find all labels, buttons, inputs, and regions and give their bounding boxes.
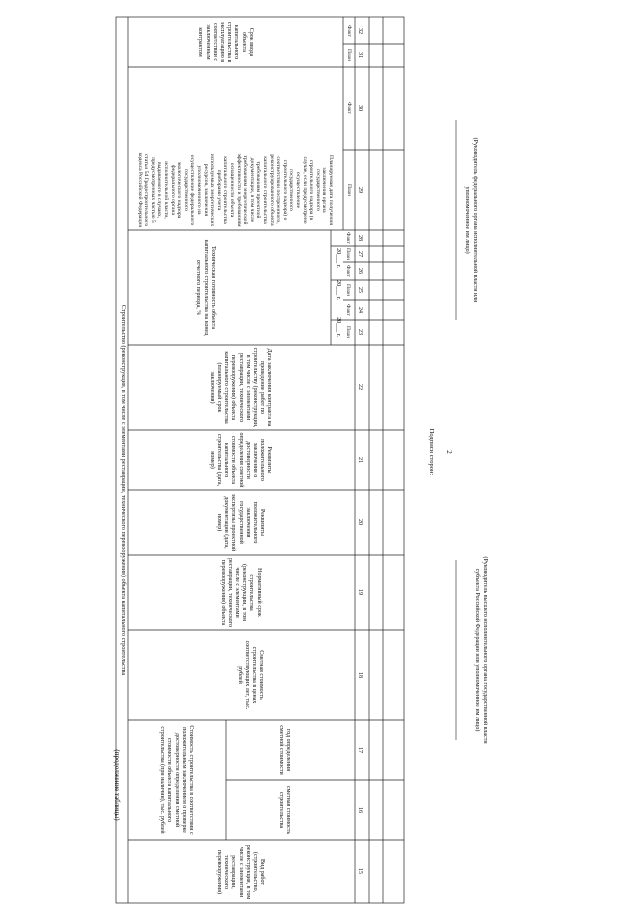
header-planned-date: Планируемая дата получения заключения органа государственного строительного надзора (в случае, если предусмотрено осуществление государственного строительного надзора) о соответствии построенного, реконструированного объекта капитального строительства требованиям проектной документации, в том числе требованиям энергетической эффективности и требованиям оснащенности объекта капитального строительства приборами учета используемых энергетических ресурсов, заключения уполномоченного на осуществление федерального государственного экологического надзора федерального органа исполнительной власти, выдаваемого в случаях, предусмотренных частью 5 статьи 54 Градостроительного кодекса Российской Федерации	[136, 152, 334, 228]
column-number: 16	[357, 807, 363, 813]
header-cost-estimated: сметная стоимость строительства	[278, 785, 292, 835]
column-number: 24	[357, 307, 363, 313]
signature-caption-right: (Руководитель федерального органа исполнительной власти или уполномоченное им лицо)	[464, 137, 478, 303]
column-number: 30	[357, 105, 363, 111]
header-contract-date: Дата заключения контракта на проведение работ по строительству (реконструкции, в том числе с элементами реставрации, технического перевооружения) объекта капитального строительства (планируемый срок заключения)	[208, 347, 273, 428]
header-commission: Срок ввода объекта капитального строительства в эксплуатацию в соответствии с заключенным контрактом	[197, 21, 254, 63]
header-plan-25: План	[345, 283, 351, 297]
signature-caption-left: (Руководитель высшего исполнительного органа государственной власти субъекта Российской Федерации или уполномоченное им лицо)	[474, 556, 488, 744]
column-number: 25	[357, 287, 363, 293]
header-expertise: Реквизиты положительного заключения государственной экспертизы проектной документации (дата, номер)	[216, 493, 266, 552]
header-cost-group: Стоимость строительства в соответствии с положительным заключением о проверке достоверности определения сметной стоимости объекта капитального строительства (при наличии), тыс. рублей	[159, 725, 195, 835]
column-number: 18	[357, 672, 363, 678]
table-group-header: Строительство (реконструкция, в том числе с элементами реставрации, технического перевооружения) объекта капитального строительства	[120, 304, 127, 676]
column-number: 29	[357, 187, 363, 193]
header-cost-year: год определения сметной стоимости	[278, 725, 292, 775]
header-plan-29: План	[346, 183, 352, 197]
column-number: 28	[357, 235, 363, 241]
column-number: 23	[357, 329, 363, 335]
column-number: 22	[357, 384, 363, 390]
header-plan-31: План	[346, 48, 352, 62]
column-number: 19	[357, 589, 363, 595]
header-plan-23: План	[345, 325, 351, 339]
header-fact-32: Факт	[346, 25, 352, 37]
column-number: 31	[357, 52, 363, 58]
header-cost-current: Сметная стоимость строительства в ценах соответствующих лет, тыс. рублей	[236, 640, 265, 710]
header-tech-readiness: Техническая готовность объекта капитального строительства на конец отчетного периода, %	[195, 239, 216, 336]
header-year-2: 20___ г.	[335, 280, 341, 300]
signatures-label: Подписи сторон:	[428, 428, 435, 476]
column-number: 17	[357, 747, 363, 753]
header-year-1: 20___ г.	[335, 317, 341, 337]
header-year-3: 20___ г.	[335, 248, 341, 268]
column-number: 32	[357, 28, 363, 34]
column-number: 26	[357, 268, 363, 274]
header-fact-24: Факт	[345, 304, 351, 316]
header-norm-term: Нормативный срок строительства (реконструкции, в том числе с элементами реставрации, технического перевооружения) объекта	[219, 557, 262, 627]
header-fact-30: Факт	[346, 102, 352, 114]
column-number: 21	[357, 457, 363, 463]
page-number: 2	[445, 450, 453, 454]
column-number: 27	[357, 251, 363, 257]
continuation-note: (продолжение таблицы)	[113, 749, 121, 821]
header-reliability: Реквизиты положительного заключения о достоверности определения сметной стоимости объекта капитального строительства (дата, номер)	[208, 432, 273, 488]
header-fact-28: Факт	[345, 232, 351, 244]
header-work-type: Вид работ (строительство, реконструкция, в том числе с элементами реставрации, технического перевооружения)	[216, 844, 266, 900]
header-fact-26: Факт	[345, 265, 351, 277]
column-number: 15	[357, 868, 363, 874]
header-plan-27: План	[345, 247, 351, 261]
column-number: 20	[357, 519, 363, 525]
